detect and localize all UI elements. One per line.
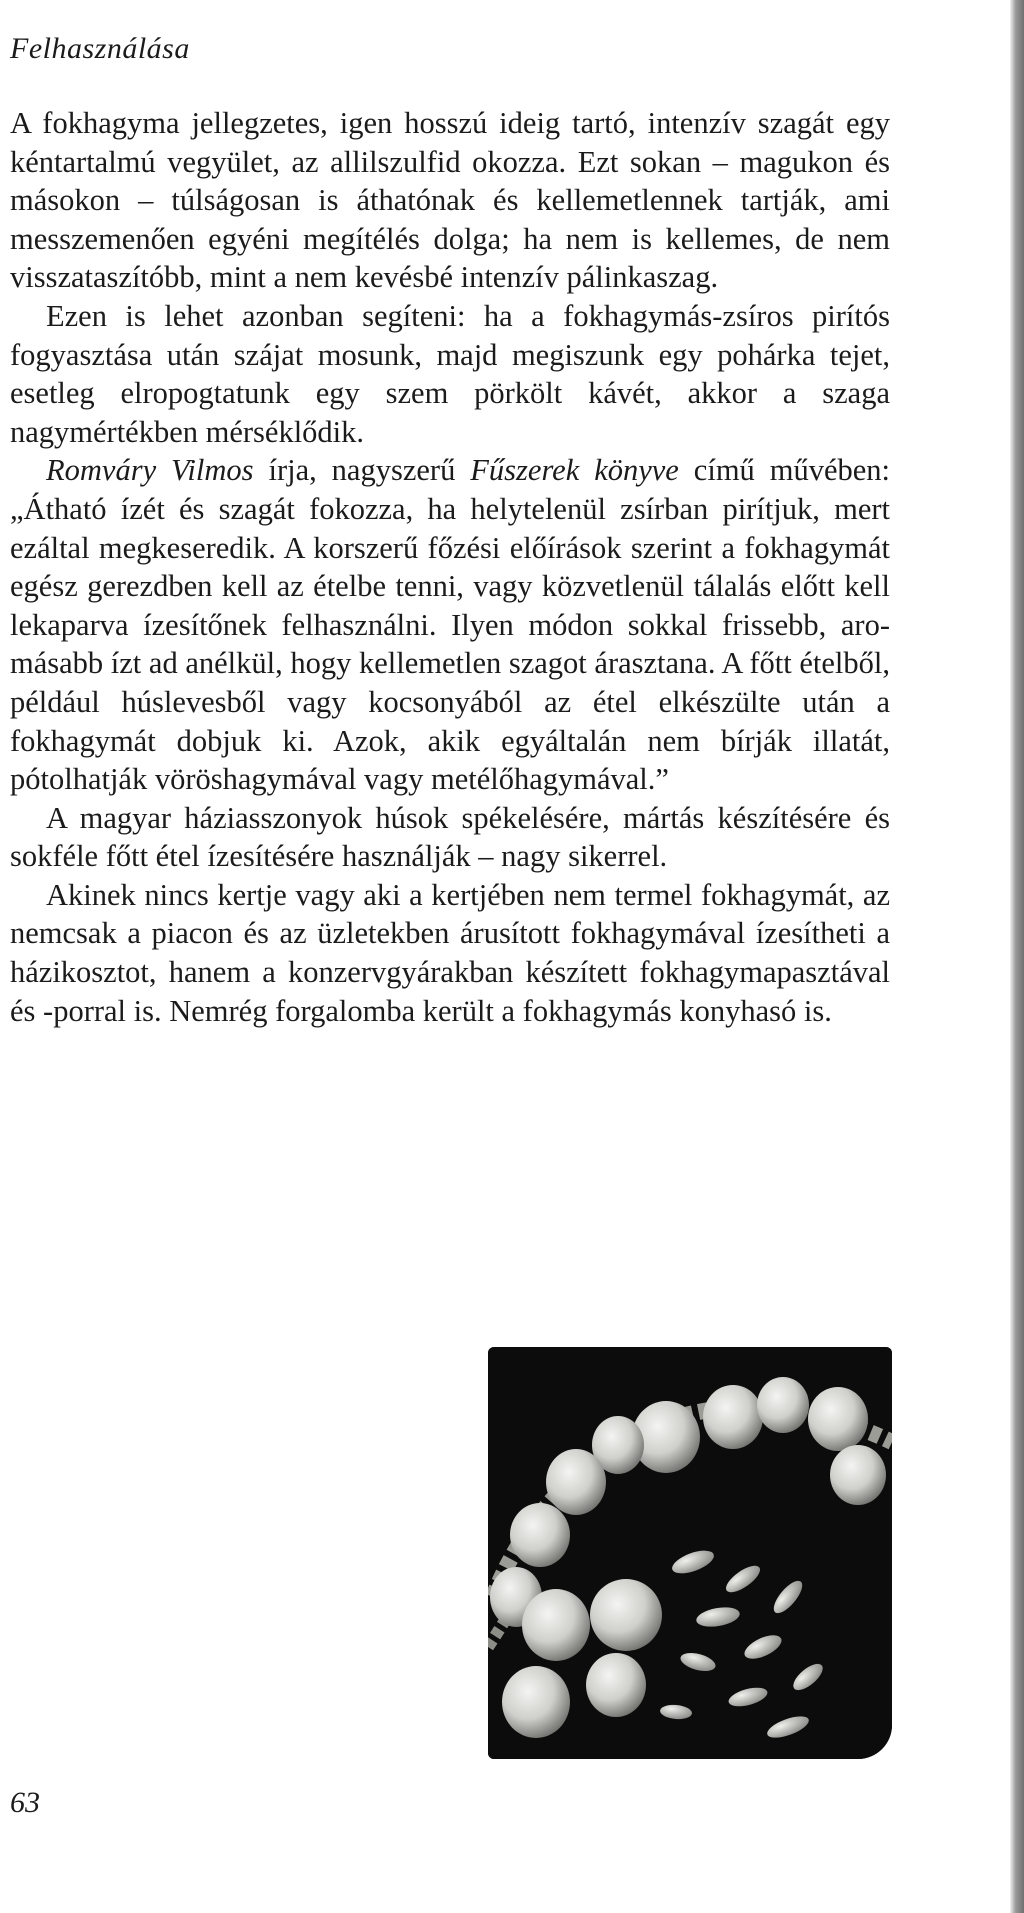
paragraph-5: Akinek nincs kertje vagy aki a kertjében nem termel fokhagymát, az nemcsak a piacon és az üzletekben árusított fokhagymával ízesítheti a házikosztot, hanem a konzervgyárakban készített fokhagymapasztával és -porral is. Nemrég forgalomba került a fokhagymás konyhasó is.	[10, 877, 890, 1028]
paragraph-2: Ezen is lehet azonban segíteni: ha a fokhagymás-zsíros pirítós fogyasztása után szájat mosunk, majd megiszunk egy pohárka tejet, esetleg elropogtatunk egy szem pörkölt kávét, akkor a szaga nagymértékben mérséklődik.	[10, 298, 890, 449]
paragraph-1: A fokhagyma jellegzetes, igen hosszú ideig tartó, intenzív szagát egy kéntartalmú vegyület, az allilszulfid okozza. Ezt sokan – magukon és másokon – túlságosan is áthatónak és kellemetlennek tartják, ami messzemenően egyéni megítélés dolga; ha nem is kellemes, de nem visszataszítóbb, mint a nem kevésbé intenzív pálinkaszag.	[10, 106, 890, 295]
page-edge-shadow	[1010, 0, 1024, 1913]
quote-text: című művében: „Átható ízét és szagát fokozza, ha helytelenül zsírban pirítjuk, mert ezáltal megkeseredik. A korszerű főzési előírások szerint a fokhagymát egész gerezdben kell az ételbe tenni, vagy közvetlenül tálalás előtt kell lekaparva ízesítőnek felhasználni. Ilyen módon sokkal frissebb, aromásabb ízt ad anélkül, hogy kellemetlen szagot árasztana. A főtt ételből, például húslevesből vagy kocsonyából az étel elkészülte után a fokhagymát dobjuk ki. Azok, akik egyáltalán nem bírják illatát, pótolhatják vöröshagymával vagy metélőhagymával.”	[10, 453, 891, 797]
paragraph-4: A magyar háziasszonyok húsok spékelésére, mártás készítésére és sokféle főtt étel ízesítésére használják – nagy sikerrel.	[10, 800, 890, 874]
garlic-photo	[488, 1347, 892, 1759]
body-text	[10, 104, 890, 1030]
quote-intro: írja, nagyszerű	[253, 453, 471, 488]
running-head: Felhasználása	[10, 32, 190, 65]
paragraph-3-quote	[10, 451, 890, 798]
author-name: Romváry Vilmos	[46, 453, 254, 488]
book-title: Fűszerek könyve	[470, 453, 679, 488]
garlic-braid-illustration	[488, 1347, 892, 1759]
page-number: 63	[10, 1786, 40, 1819]
